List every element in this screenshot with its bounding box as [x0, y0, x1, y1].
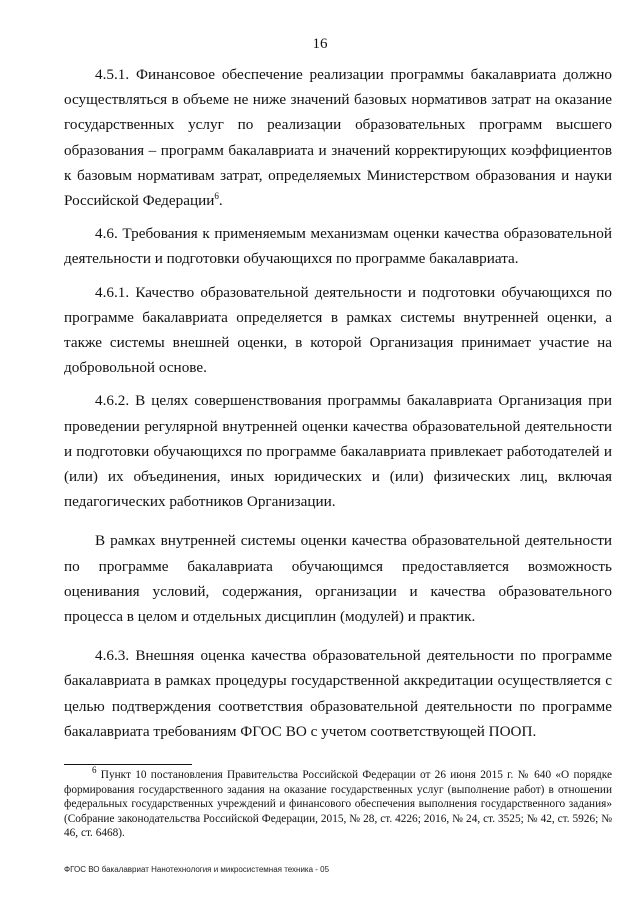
paragraph-4-6-2: 4.6.2. В целях совершенствования программы бакалавриата Организация при проведении регулярной внутренней оценки качества образовательной деятельности и подготовки обучающихся по программе бакалавриата привлекает работодателей и (или) их объединения, иных юридических и (или) физических лиц, включая педагогических работников Организации. [64, 392, 612, 511]
footnote-marker: 6 [92, 765, 97, 776]
page-footer: ФГОС ВО бакалавриат Нанотехнология и микросистемная техника - 05 [64, 865, 330, 874]
paragraph-4-5-1-text: 4.5.1. Финансовое обеспечение реализации программы бакалавриата должно осуществляться в объеме не ниже значений базовых нормативов затрат на оказание государственных услуг по реализации образовательных программ высшего образования – программ бакалавриата и значений корректирующих коэффициентов к базовым нормативам затрат, определяемых Министерством образования и науки Российской Федерации [64, 66, 612, 210]
footnote [64, 765, 612, 841]
paragraph-4-6: 4.6. Требования к применяемым механизмам оценки качества образовательной деятельности и подготовки обучающихся по программе бакалавриата. [64, 225, 612, 268]
paragraph-4-5-1-end: . [218, 192, 223, 210]
footnote-text: Пункт 10 постановления Правительства Российской Федерации от 26 июня 2015 г. № 640 «О порядке формирования государственного задания на оказание государственных услуг (выполнение работ) в отношении федеральных государственных учреждений и финансового обеспечения выполнения государственного задания» (Собрание законодательства Российской Федерации, 2015, № 28, ст. 4226; 2016, № 24, ст. 3525; № 42, ст. 5926; № 46, ст. 6468). [64, 769, 612, 840]
footnote-reference: 6 [214, 190, 219, 201]
page-number: 16 [312, 36, 328, 52]
paragraph-4-6-1: 4.6.1. Качество образовательной деятельности и подготовки обучающихся по программе бакалавриата определяется в рамках системы внутренней оценки, а также системы внешней оценки, в которой Организация принимает участие на добровольной основе. [64, 283, 612, 377]
paragraph-4-5-1 [64, 62, 612, 213]
document-body [64, 62, 612, 752]
paragraph-4-6-3: 4.6.3. Внешняя оценка качества образовательной деятельности по программе бакалавриата в рамках процедуры государственной аккредитации осуществляется с целью подтверждения соответствия образовательной деятельности по программе бакалавриата требованиям ФГОС ВО с учетом соответствующей ПООП. [64, 647, 612, 740]
footnote-divider [64, 764, 192, 765]
paragraph-internal-assessment: В рамках внутренней системы оценки качества образовательной деятельности по программе бакалавриата обучающимся предоставляется возможность оценивания условий, содержания, организации и качества образовательного процесса в целом и отдельных дисциплин (модулей) и практик. [64, 532, 612, 626]
